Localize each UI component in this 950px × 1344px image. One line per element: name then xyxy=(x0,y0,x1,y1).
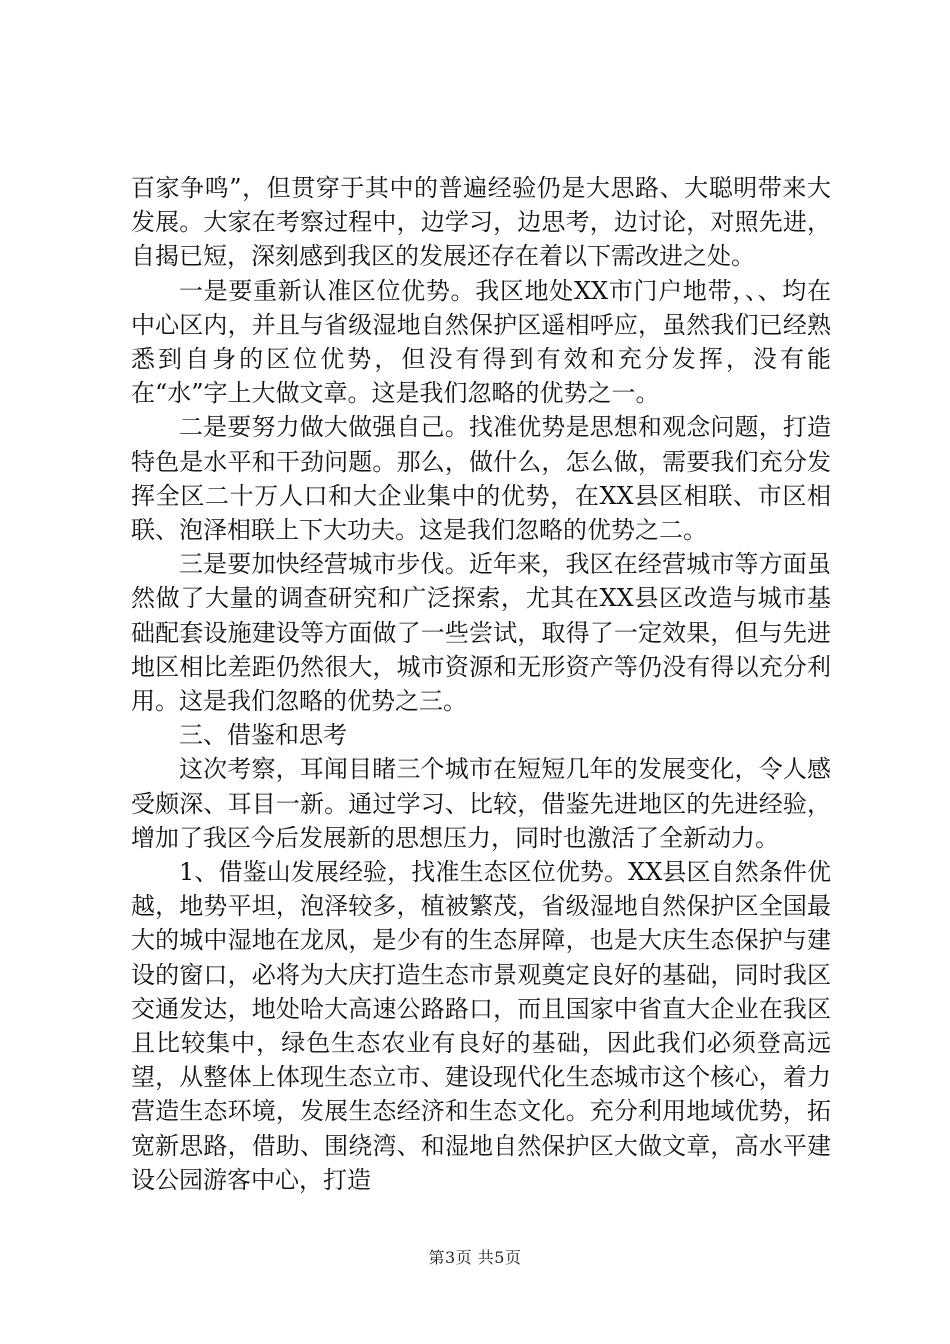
document-body xyxy=(131,171,831,1197)
paragraph-point-three: 三是要加快经营城市步伐。近年来，我区在经营城市等方面虽然做了大量的调查研究和广泛探索，尤其在XX县区改造与城市基础配套设施建设等方面做了一些尝试，取得了一定效果，但与先进地区相比差距仍然很大，城市资源和无形资产等仍没有得以充分利用。这是我们忽略的优势之三。 xyxy=(131,550,831,716)
page-number-footer: 第3页 共5页 xyxy=(428,1248,522,1267)
paragraph-item-one: 1、借鉴山发展经验，找准生态区位优势。XX县区自然条件优越，地势平坦，泡泽较多，植被繁茂，省级湿地自然保护区全国最大的城中湿地在龙凤，是少有的生态屏障，也是大庆生态保护与建设的窗口，必将为大庆打造生态市景观奠定良好的基础，同时我区交通发达，地处哈大高速公路路口，而且国家中省直大企业在我区且比较集中，绿色生态农业有良好的基础，因此我们必须登高远望，从整体上体现生态立市、建设现代化生态城市这个核心，着力营造生态环境，发展生态经济和生态文化。充分利用地域优势，拓宽新思路，借助、围绕湾、和湿地自然保护区大做文章，高水平建设公园游客中心，打造 xyxy=(131,858,831,1194)
paragraph-point-two: 二是要努力做大做强自己。找准优势是思想和观念问题，打造特色是水平和干劲问题。那么，做什么，怎么做，需要我们充分发挥全区二十万人口和大企业集中的优势，在XX县区相联、市区相联、泡泽相联上下大功夫。这是我们忽略的优势之二。 xyxy=(131,413,831,545)
paragraph-intro: 这次考察，耳闻目睹三个城市在短短几年的发展变化，令人感受颇深、耳目一新。通过学习、比较，借鉴先进地区的先进经验，增加了我区今后发展新的思想压力，同时也激活了全新动力。 xyxy=(131,755,831,852)
section-heading: 三、借鉴和思考 xyxy=(179,721,347,750)
paragraph-point-one: 一是要重新认准区位优势。我区地处XX市门户地带，、、均在中心区内，并且与省级湿地自然保护区遥相呼应，虽然我们已经熟悉到自身的区位优势，但没有得到有效和充分发挥，没有能在“水”字上大做文章。这是我们忽略的优势之一。 xyxy=(131,276,831,408)
paragraph-continuation: 百家争鸣”，但贯穿于其中的普遍经验仍是大思路、大聪明带来大发展。大家在考察过程中，边学习，边思考，边讨论，对照先进，自揭已短，深刻感到我区的发展还存在着以下需改进之处。 xyxy=(131,174,831,271)
